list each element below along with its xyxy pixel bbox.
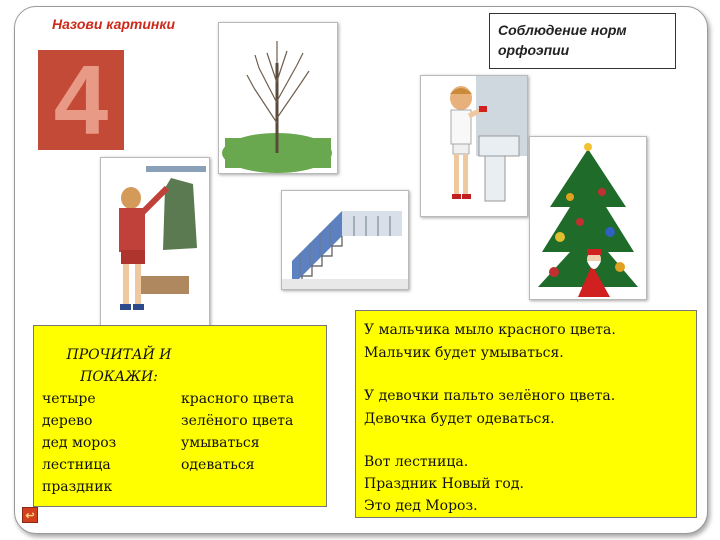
title-box-line1: Соблюдение норм bbox=[498, 22, 627, 38]
phrase-item: красного цвета bbox=[181, 391, 295, 407]
word-item: лестница bbox=[42, 457, 111, 473]
sentence-item: У мальчика мыло красного цвета. bbox=[364, 322, 616, 338]
sentence-item: Девочка будет одеваться. bbox=[364, 411, 555, 427]
word-item: праздник bbox=[42, 479, 113, 495]
sentence-item: Это дед Мороз. bbox=[364, 498, 478, 514]
sentence-item: У девочки пальто зелёного цвета. bbox=[364, 388, 616, 404]
phrase-item: умываться bbox=[181, 435, 260, 451]
phrase-list bbox=[181, 388, 294, 476]
word-list bbox=[42, 388, 116, 498]
word-item: дед мороз bbox=[42, 435, 117, 451]
tree-picture bbox=[218, 22, 338, 174]
slide-title-box bbox=[489, 13, 676, 69]
slide-title-left: Назови картинки bbox=[52, 16, 176, 32]
read-and-show-title bbox=[54, 344, 184, 388]
phrase-item: одеваться bbox=[181, 457, 255, 473]
read-and-show-panel bbox=[33, 325, 327, 507]
read-title-line1: ПРОЧИТАЙ И bbox=[66, 347, 172, 363]
title-box-line2: орфоэпии bbox=[498, 42, 570, 58]
return-arrow-icon[interactable]: ↩ bbox=[22, 507, 38, 523]
word-item: дерево bbox=[42, 413, 93, 429]
boy-washing-picture bbox=[420, 75, 528, 217]
read-title-line2: ПОКАЖИ: bbox=[80, 369, 158, 385]
sentence-item: Праздник Новый год. bbox=[364, 476, 524, 492]
number-tile bbox=[38, 45, 124, 155]
sentences-panel bbox=[355, 310, 697, 518]
staircase-picture bbox=[281, 190, 409, 290]
sentence-item: Вот лестница. bbox=[364, 454, 469, 470]
christmas-tree-picture bbox=[529, 136, 647, 300]
sentence-item: Мальчик будет умываться. bbox=[364, 345, 564, 361]
girl-hanging-coat-picture bbox=[100, 157, 210, 329]
phrase-item: зелёного цвета bbox=[181, 413, 294, 429]
number-tile-digit: 4 bbox=[53, 45, 109, 155]
word-item: четыре bbox=[42, 391, 96, 407]
